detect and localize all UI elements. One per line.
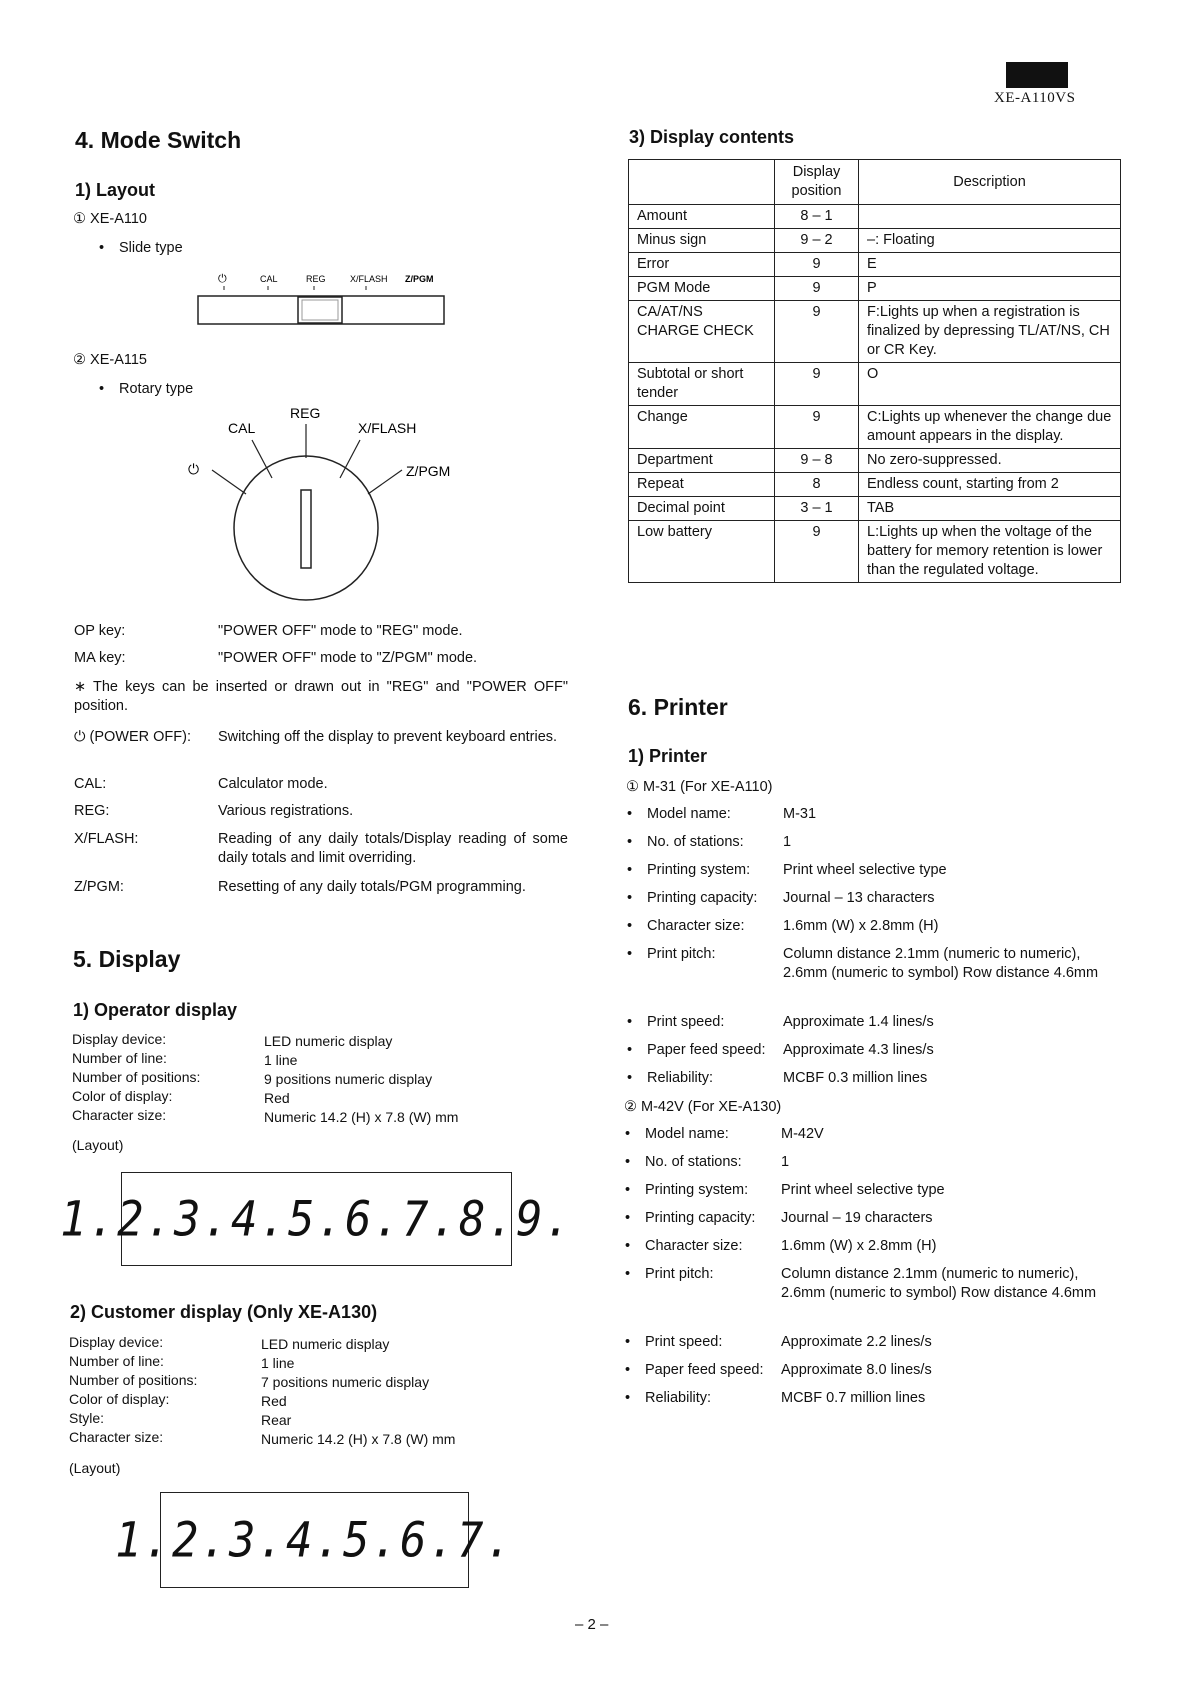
section-title-display: 5. Display (73, 946, 181, 972)
model-xe-a110: ① XE-A110 (73, 211, 147, 227)
spec-row (647, 1069, 1127, 1097)
spec-value: Journal – 19 characters (781, 1210, 933, 1226)
header-black-block (1006, 62, 1068, 88)
op-key-desc: "POWER OFF" mode to "REG" mode. (218, 623, 463, 639)
table-row (629, 473, 1121, 497)
spec-label: Number of positions: (72, 1069, 201, 1085)
table-cell: Repeat (629, 473, 775, 497)
slide-label-zpgm: Z/PGM (405, 274, 434, 284)
mode-xflash-desc: Reading of any daily totals/Display reading of some daily totals and limit overriding. (218, 831, 568, 866)
subsection-title-customer-display: 2) Customer display (Only XE-A130) (70, 1302, 378, 1322)
table-row (629, 363, 1121, 406)
spec-label: • No. of stations: (645, 1153, 742, 1172)
spec-label: Character size: (72, 1107, 167, 1123)
spec-value: 1.6mm (W) x 2.8mm (H) (783, 918, 939, 934)
spec-value: Approximate 8.0 lines/s (781, 1362, 932, 1378)
table-cell: 9 (775, 406, 859, 449)
spec-row (645, 1361, 1125, 1389)
mode-xflash-label: X/FLASH: (74, 831, 139, 847)
spec-value: Approximate 4.3 lines/s (783, 1042, 934, 1058)
table-row (629, 449, 1121, 473)
spec-row (647, 805, 1127, 833)
table-header: Description (859, 160, 1121, 205)
table-cell: PGM Mode (629, 277, 775, 301)
table-header (629, 160, 775, 205)
table-header: Display position (775, 160, 859, 205)
mode-zpgm-label: Z/PGM: (74, 879, 124, 895)
table-cell: 9 (775, 277, 859, 301)
table-cell: Minus sign (629, 229, 775, 253)
slide-label-power: ⏻ (218, 272, 227, 285)
spec-value: M-42V (781, 1126, 824, 1142)
table-cell: 9 (775, 301, 859, 363)
table-cell: E (859, 253, 1121, 277)
spec-value: Numeric 14.2 (H) x 7.8 (W) mm (261, 1431, 456, 1447)
spec-row (645, 1153, 1125, 1181)
spec-row (647, 833, 1127, 861)
model-xe-a115: ② XE-A115 (73, 352, 147, 368)
table-cell: 9 – 8 (775, 449, 859, 473)
mode-reg-desc: Various registrations. (218, 803, 354, 819)
spec-label: • Reliability: (645, 1389, 711, 1408)
table-cell: L:Lights up when the voltage of the battery for memory retention is lower than the regulated voltage. (859, 521, 1121, 583)
spec-value: Red (261, 1393, 287, 1409)
spec-label: • Paper feed speed: (647, 1041, 766, 1060)
spec-value: Approximate 1.4 lines/s (783, 1014, 934, 1030)
subsection-title-display-contents: 3) Display contents (629, 127, 795, 147)
slide-label-reg: REG (306, 274, 326, 284)
spec-label: Display device: (69, 1334, 164, 1350)
spec-row (647, 917, 1127, 945)
table-cell: C:Lights up whenever the change due amount appears in the display. (859, 406, 1121, 449)
rotary-label-xflash: X/FLASH (358, 420, 417, 436)
operator-display-digits: 1.2.3.4.5.6.7.8.9. (60, 1190, 573, 1248)
table-cell: 8 – 1 (775, 205, 859, 229)
table-cell: Endless count, starting from 2 (859, 473, 1121, 497)
table-cell: Error (629, 253, 775, 277)
spec-value: Rear (261, 1412, 292, 1428)
rotary-label-cal: CAL (228, 420, 256, 436)
table-cell: Decimal point (629, 497, 775, 521)
subsection-title-printer: 1) Printer (628, 746, 708, 766)
customer-display-digits: 1.2.3.4.5.6.7. (115, 1511, 514, 1569)
rotary-label-power: ⏻ (188, 462, 200, 478)
spec-label: • Reliability: (647, 1069, 713, 1088)
spec-value: 9 positions numeric display (264, 1071, 433, 1087)
table-cell: 9 (775, 363, 859, 406)
spec-row (645, 1209, 1125, 1237)
table-cell: TAB (859, 497, 1121, 521)
display-contents-table (628, 159, 1121, 583)
spec-value: 1.6mm (W) x 2.8mm (H) (781, 1238, 937, 1254)
spec-value: LED numeric display (261, 1336, 390, 1352)
spec-label: Number of line: (69, 1353, 164, 1369)
customer-display-panel (115, 1492, 514, 1588)
table-row (629, 521, 1121, 583)
spec-label: Style: (69, 1410, 105, 1426)
page-number: – 2 – (575, 1616, 609, 1633)
table-row (629, 229, 1121, 253)
spec-value: Numeric 14.2 (H) x 7.8 (W) mm (264, 1109, 459, 1125)
mode-cal-desc: Calculator mode. (218, 776, 328, 792)
rotary-switch-diagram (180, 400, 480, 610)
table-row (629, 277, 1121, 301)
table-row (629, 253, 1121, 277)
operator-spec-values (264, 1032, 458, 1127)
spec-value: MCBF 0.7 million lines (781, 1390, 926, 1406)
section-title-printer: 6. Printer (628, 694, 728, 720)
operator-display-panel (60, 1172, 573, 1266)
customer-spec-labels (69, 1333, 197, 1447)
spec-label: • Paper feed speed: (645, 1361, 764, 1380)
rotary-label-zpgm: Z/PGM (406, 463, 451, 479)
spec-label: • Print pitch: (645, 1265, 714, 1284)
table-cell: F:Lights up when a registration is finalized by depressing TL/AT/NS, CH or CR Key. (859, 301, 1121, 363)
spec-row (647, 1041, 1127, 1069)
table-cell: Change (629, 406, 775, 449)
spec-row (647, 861, 1127, 889)
table-cell: Low battery (629, 521, 775, 583)
table-cell: 3 – 1 (775, 497, 859, 521)
printer-m42v-title: ② M-42V (For XE-A130) (624, 1099, 782, 1115)
spec-row (645, 1333, 1125, 1361)
spec-label: Number of positions: (69, 1372, 198, 1388)
slide-label-cal: CAL (260, 274, 278, 284)
mode-power-off-desc: Switching off the display to prevent keyboard entries. (218, 729, 558, 745)
spec-label: • Print speed: (645, 1333, 722, 1352)
spec-label: Character size: (69, 1429, 164, 1445)
spec-value: Column distance 2.1mm (numeric to numeric), 2.6mm (numeric to symbol) Row distance 4.6mm (781, 1266, 1097, 1301)
spec-value: 1 line (261, 1355, 295, 1371)
spec-value: LED numeric display (264, 1033, 393, 1049)
model-code: XE-A110VS (994, 90, 1076, 106)
spec-row (645, 1265, 1125, 1333)
slide-switch-diagram (190, 270, 450, 330)
slide-label-xflash: X/FLASH (350, 274, 388, 284)
spec-label: Number of line: (72, 1050, 167, 1066)
spec-value: 1 (783, 834, 792, 850)
table-cell: Department (629, 449, 775, 473)
section-title-mode-switch: 4. Mode Switch (75, 127, 242, 153)
spec-label: • Printing system: (645, 1181, 748, 1200)
spec-label: • Character size: (647, 917, 745, 936)
spec-value: Red (264, 1090, 290, 1106)
ma-key-label: MA key: (74, 650, 126, 666)
spec-row (645, 1125, 1125, 1153)
table-row (629, 301, 1121, 363)
ma-key-desc: "POWER OFF" mode to "Z/PGM" mode. (218, 650, 478, 666)
table-row (629, 205, 1121, 229)
table-header-row (629, 160, 1121, 205)
spec-value: 7 positions numeric display (261, 1374, 430, 1390)
mode-reg-label: REG: (74, 803, 110, 819)
table-cell: Amount (629, 205, 775, 229)
spec-label: • Print pitch: (647, 945, 716, 964)
printer-m31-specs (647, 805, 1127, 1097)
table-cell: P (859, 277, 1121, 301)
printer-m31-title: ① M-31 (For XE-A110) (626, 779, 773, 795)
spec-row (645, 1181, 1125, 1209)
rotary-type-label: • Rotary type (119, 380, 193, 399)
table-cell: 8 (775, 473, 859, 497)
subsection-title-operator-display: 1) Operator display (73, 1000, 238, 1020)
spec-value: 1 line (264, 1052, 298, 1068)
spec-value: 1 (781, 1154, 790, 1170)
spec-value: Journal – 13 characters (783, 890, 935, 906)
spec-value: Print wheel selective type (781, 1182, 945, 1198)
spec-label: • Print speed: (647, 1013, 724, 1032)
mode-power-off-label: ⏻ (POWER OFF): (74, 729, 191, 745)
op-key-label: OP key: (74, 623, 126, 639)
spec-label: • Printing capacity: (645, 1209, 755, 1228)
spec-label: Display device: (72, 1031, 167, 1047)
spec-value: Column distance 2.1mm (numeric to numeric), 2.6mm (numeric to symbol) Row distance 4.6mm (783, 946, 1099, 981)
operator-spec-labels (72, 1030, 200, 1125)
customer-layout-label: (Layout) (69, 1460, 121, 1476)
spec-row (645, 1237, 1125, 1265)
table-cell: O (859, 363, 1121, 406)
subsection-title-layout: 1) Layout (75, 180, 156, 200)
spec-label: • Model name: (647, 805, 731, 824)
table-cell: CA/AT/NS CHARGE CHECK (629, 301, 775, 363)
spec-label: Color of display: (69, 1391, 170, 1407)
table-row (629, 497, 1121, 521)
rotary-label-reg: REG (290, 405, 321, 421)
spec-label: • Model name: (645, 1125, 729, 1144)
spec-value: M-31 (783, 806, 817, 822)
table-cell: –: Floating (859, 229, 1121, 253)
slide-type-label: • Slide type (119, 239, 183, 258)
spec-row (647, 889, 1127, 917)
spec-label: • Printing capacity: (647, 889, 757, 908)
spec-row (647, 945, 1127, 1013)
mode-zpgm-desc: Resetting of any daily totals/PGM programming. (218, 879, 526, 895)
spec-row (647, 1013, 1127, 1041)
spec-value: MCBF 0.3 million lines (783, 1070, 928, 1086)
mode-cal-label: CAL: (74, 776, 107, 792)
spec-label: • No. of stations: (647, 833, 744, 852)
key-note: ∗ The keys can be inserted or drawn out in "REG" and "POWER OFF" position. (74, 679, 568, 714)
spec-value: Print wheel selective type (783, 862, 947, 878)
table-row (629, 406, 1121, 449)
table-cell: 9 (775, 521, 859, 583)
spec-label: Color of display: (72, 1088, 173, 1104)
table-cell (859, 205, 1121, 229)
spec-row (645, 1389, 1125, 1417)
spec-label: • Printing system: (647, 861, 750, 880)
operator-layout-label: (Layout) (72, 1137, 124, 1153)
spec-value: Approximate 2.2 lines/s (781, 1334, 932, 1350)
printer-m42v-specs (645, 1125, 1125, 1417)
table-cell: 9 – 2 (775, 229, 859, 253)
spec-label: • Character size: (645, 1237, 743, 1256)
customer-spec-values (261, 1335, 455, 1449)
table-cell: 9 (775, 253, 859, 277)
table-cell: Subtotal or short tender (629, 363, 775, 406)
table-cell: No zero-suppressed. (859, 449, 1121, 473)
